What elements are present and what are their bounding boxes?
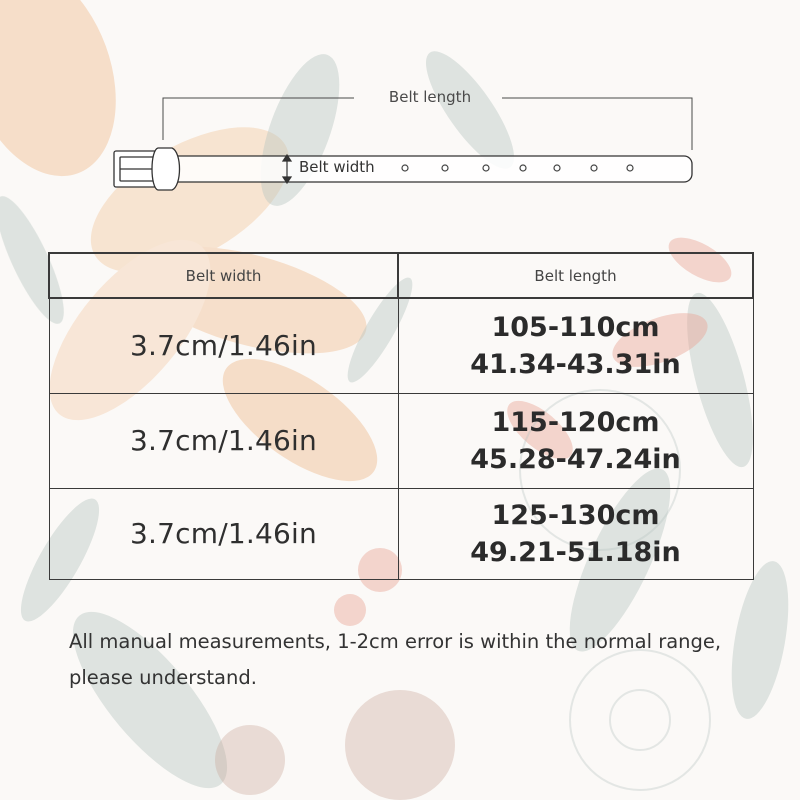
table-row: [49, 393, 753, 488]
belt-hole: [402, 165, 408, 171]
belt-hole: [520, 165, 526, 171]
length-cm: 105-110cm: [491, 311, 660, 343]
width-cell: 3.7cm/1.46in: [49, 393, 398, 488]
header-belt-width: Belt width: [49, 253, 398, 298]
length-cm: 125-130cm: [491, 499, 660, 531]
table-row: [49, 488, 753, 579]
belt-buckle: [114, 148, 180, 190]
header-belt-length: Belt length: [398, 253, 753, 298]
length-cm: 115-120cm: [491, 406, 660, 438]
belt-hole: [627, 165, 633, 171]
table-header-row: [49, 253, 753, 298]
size-table: [48, 252, 754, 580]
belt-hole: [442, 165, 448, 171]
length-cell: [398, 298, 753, 393]
length-in: 45.28-47.24in: [470, 443, 681, 475]
width-cell: 3.7cm/1.46in: [49, 488, 398, 579]
measurement-note: All manual measurements, 1-2cm error is within the normal range, please understand.: [69, 630, 722, 689]
belt-strap: [168, 156, 692, 182]
length-cell: [398, 488, 753, 579]
length-in: 41.34-43.31in: [470, 348, 681, 380]
belt-hole: [554, 165, 560, 171]
table-row: [49, 298, 753, 393]
belt-diagram: [0, 0, 800, 210]
length-cell: [398, 393, 753, 488]
belt-width-label: Belt width: [299, 158, 375, 176]
belt-hole: [483, 165, 489, 171]
belt-length-label: Belt length: [388, 88, 472, 106]
length-in: 49.21-51.18in: [470, 536, 681, 568]
width-cell: 3.7cm/1.46in: [49, 298, 398, 393]
belt-hole: [591, 165, 597, 171]
